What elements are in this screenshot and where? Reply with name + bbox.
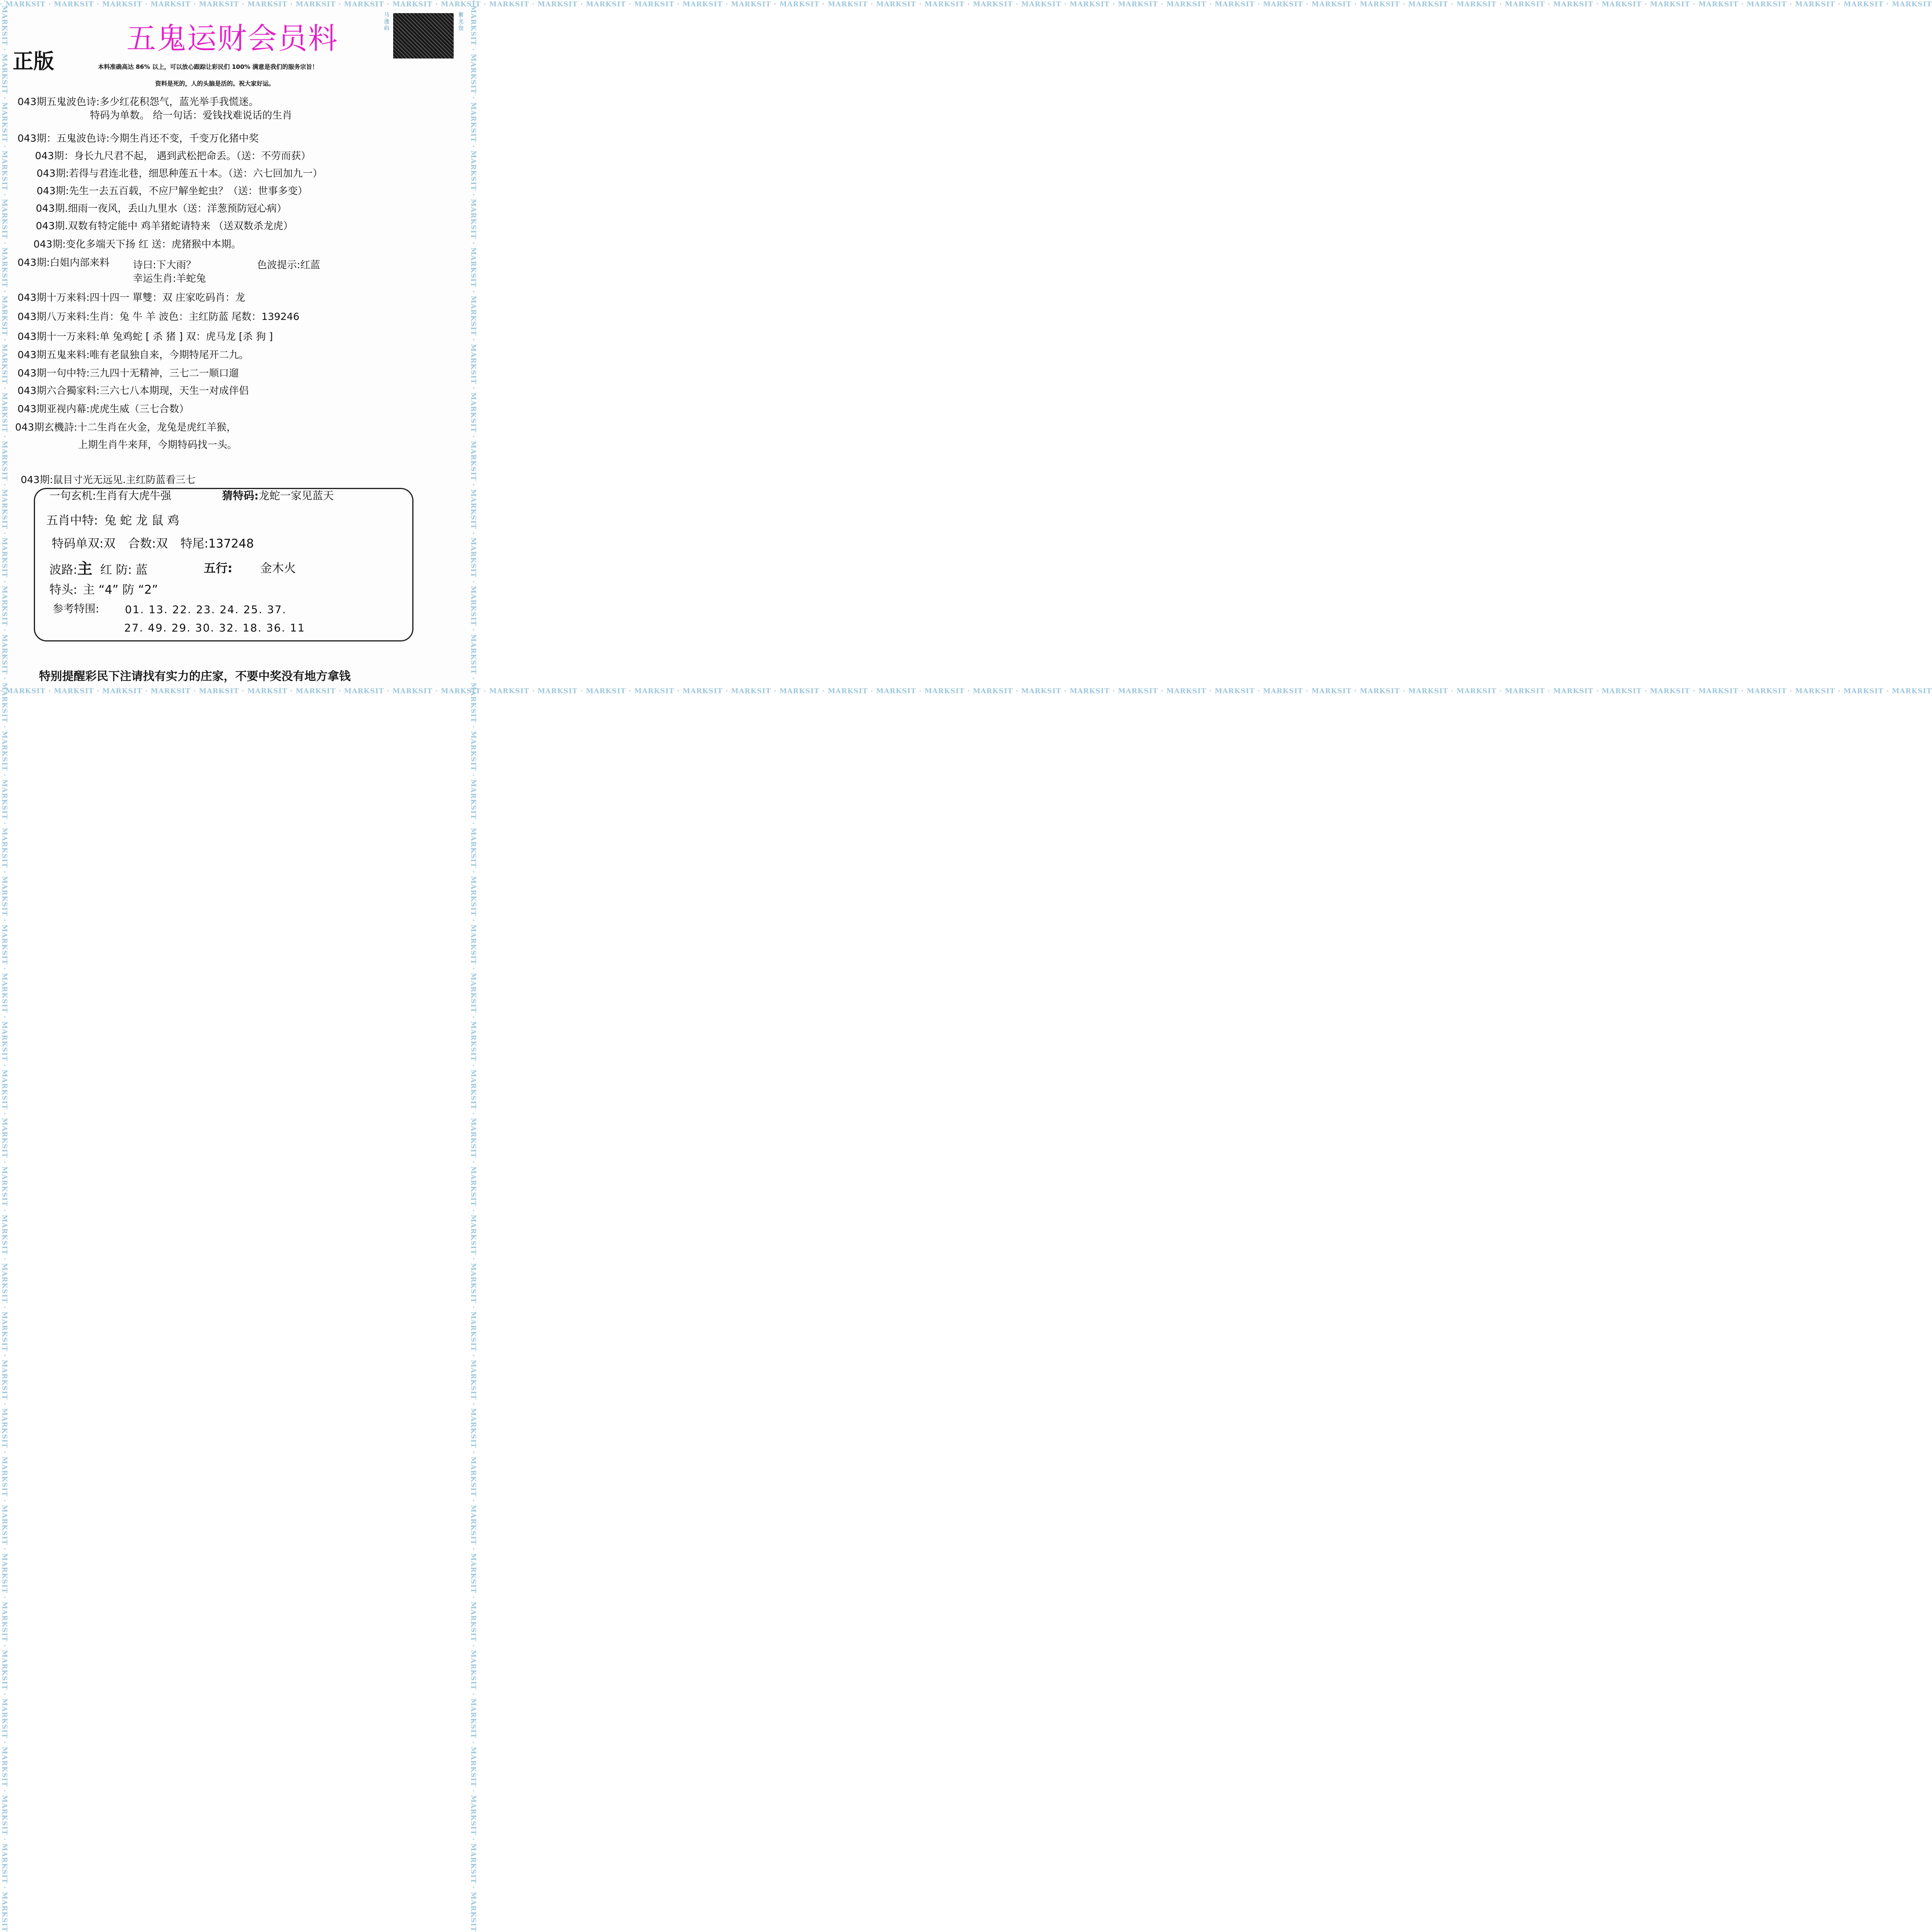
line-06 xyxy=(37,185,308,197)
line-label: 043期亚视内幕: xyxy=(18,403,90,415)
line-text: 多少红花积怨气，蓝光举手我慌迷。 xyxy=(99,96,259,107)
five-zodiac-text: 兔 蛇 龙 鼠 鸡 xyxy=(104,514,179,528)
head-label: 特头: xyxy=(49,583,78,597)
wave-label: 波路: xyxy=(49,563,78,577)
line-label: 诗曰: xyxy=(133,259,156,271)
page-title: 五鬼运财会员料 xyxy=(127,21,338,56)
line-text: 十二生肖在火金，龙兔是虎红羊猴， xyxy=(77,421,237,433)
qr-right-caption: 紫·光·馆 xyxy=(457,12,463,31)
reference-label-line xyxy=(53,602,99,616)
line-text: 特码为单数。 给一句话：爱钱找难说话的生肖 xyxy=(90,109,292,121)
line-18 xyxy=(18,367,239,380)
subtitle-accuracy: 本料准确高达 86% 以上，可以放心跟踪让彩民们 100% 满意是我们的服务宗旨！ xyxy=(98,63,318,70)
line-label: 色波提示: xyxy=(257,259,300,271)
line-16 xyxy=(18,330,273,343)
sum-value: 双 xyxy=(156,537,168,551)
line-19 xyxy=(18,384,249,397)
line-14 xyxy=(18,291,245,304)
line-label: 043期：五鬼波色诗: xyxy=(18,133,110,144)
wave-main: 主 xyxy=(77,560,93,577)
tail-label: 特尾: xyxy=(180,537,209,551)
line-text: 红蓝 xyxy=(300,259,320,271)
line-label: 043期五鬼波色诗: xyxy=(18,96,100,107)
line-text: 白姐内部来料 xyxy=(50,257,110,268)
line-label: 043期玄機詩: xyxy=(15,421,78,433)
line-text: 三六七八本期现，天生一对成伴侣 xyxy=(99,385,249,396)
line-label: 幸运生肖: xyxy=(133,273,176,284)
xuanji-label: 一句玄机: xyxy=(49,490,96,502)
line-label: 043期: xyxy=(37,185,69,197)
line-03 xyxy=(18,132,259,145)
line-label: 043期: xyxy=(37,168,69,179)
five-elements-text: 金木火 xyxy=(260,561,296,575)
watermark-left: · MARKSIT · MARKSIT · MARKSIT · MARKSIT · MARKSIT · MARKSIT · MARKSIT · MARKSIT · MARKSIT · MARKSIT · MARKSIT · MARKSIT · MARKSIT · MARKSIT · MARKSIT · MARKSIT · MARKSIT · MARKSIT · MARKSIT · MARKSIT · MARKSIT · MARKSIT · MARKSIT · MARKSIT · MARKSIT · MARKSIT · MARKSIT · MARKSIT · MARKSIT · MARKSIT · MARKSIT · MARKSIT · MARKSIT · MARKSIT · MARKSIT · MARKSIT · MARKSIT · MARKSIT · MARKSIT · MARKSIT xyxy=(0,0,8,1932)
line-10 xyxy=(18,256,109,269)
line-text: 羊蛇兔 xyxy=(176,273,206,284)
line-text: 今期生肖还不变，千变万化猪中奖 xyxy=(109,133,259,144)
line-label: 043期： xyxy=(35,150,74,162)
wave-line xyxy=(49,561,148,578)
line-text: 变化多端天下扬 红 送：虎猪猴中本期。 xyxy=(66,238,242,250)
line-08 xyxy=(36,220,293,232)
tail-value: 137248 xyxy=(208,537,254,551)
odd-even-label: 特码单双: xyxy=(52,537,104,551)
line-text: 先生一去五百载，不应尸解坐蛇虫？（送：世事多变） xyxy=(69,185,308,197)
line-text: 鼠目寸光无远见.主红防蓝看三七 xyxy=(53,474,196,485)
reference-numbers-2: 27. 49. 29. 30. 32. 18. 36. 11 xyxy=(124,622,306,634)
five-zodiac-line xyxy=(46,513,179,528)
line-15 xyxy=(18,310,299,323)
line-17 xyxy=(18,349,249,361)
subtitle-wishes: 资料是死的，人的头脑是活的。祝大家好运。 xyxy=(155,80,275,87)
odd-even-value: 双 xyxy=(103,537,116,551)
line-11 xyxy=(133,259,196,271)
xuanji-text: 生肖有大虎牛强 xyxy=(96,490,172,502)
line-04 xyxy=(35,150,311,162)
line-12 xyxy=(257,259,320,271)
qr-code-image xyxy=(393,13,454,58)
wave-text: 红 防: 蓝 xyxy=(100,563,148,577)
line-text: 身长九尺君不起， 遇到武松把命丢。（送：不劳而获） xyxy=(74,150,311,162)
guess-code-label: 猜特码: xyxy=(222,490,259,502)
line-label: 043期一句中特: xyxy=(18,367,90,379)
line-label: 043期八万来料: xyxy=(18,311,90,322)
line-label: 043期: xyxy=(18,257,50,268)
five-zodiac-label: 五肖中特: xyxy=(46,514,98,528)
line-text: 细雨一夜风，丢山九里水（送：洋葱预防冠心病） xyxy=(68,203,287,214)
five-elements-line xyxy=(204,561,296,576)
qr-left-caption: 马·透·码 xyxy=(383,12,389,31)
line-label: 043期六合獨家料: xyxy=(18,385,100,396)
line-07 xyxy=(36,202,287,215)
watermark-right: · MARKSIT · MARKSIT · MARKSIT · MARKSIT · MARKSIT · MARKSIT · MARKSIT · MARKSIT · MARKSIT · MARKSIT · MARKSIT · MARKSIT · MARKSIT · MARKSIT · MARKSIT · MARKSIT · MARKSIT · MARKSIT · MARKSIT · MARKSIT · MARKSIT · MARKSIT · MARKSIT · MARKSIT · MARKSIT · MARKSIT · MARKSIT · MARKSIT · MARKSIT · MARKSIT · MARKSIT · MARKSIT · MARKSIT · MARKSIT · MARKSIT · MARKSIT · MARKSIT · MARKSIT · MARKSIT · MARKSIT xyxy=(469,0,477,1932)
guess-code-line xyxy=(222,489,334,503)
line-22 xyxy=(78,439,237,451)
brand-badge: 正版 xyxy=(13,49,55,74)
line-text: 下大雨？ xyxy=(156,259,196,271)
line-label: 043期. xyxy=(36,203,68,214)
reference-label: 参考特围: xyxy=(53,603,99,615)
line-text: 单 兔鸡蛇 [ 杀 猪 ] 双：虎马龙 [杀 狗 ] xyxy=(99,331,273,342)
line-02 xyxy=(90,109,292,122)
line-text: 上期生肖牛来拜，今期特码找一头。 xyxy=(78,439,238,450)
line-text: 若得与君连北巷，细思种莲五十本。（送：六七回加九一） xyxy=(69,168,323,179)
line-label: 043期十一万来料: xyxy=(18,331,100,342)
guess-code-text: 龙蛇一家见蓝天 xyxy=(258,490,334,502)
sum-label: 合数: xyxy=(128,537,156,551)
line-label: 043期十万来料: xyxy=(18,292,90,303)
line-text: 虎虎生威（三七合数） xyxy=(90,403,189,415)
line-text: 三九四十无精神，三七二一顺口遛 xyxy=(90,367,239,379)
line-09 xyxy=(33,238,241,251)
head-line xyxy=(49,583,158,598)
line-text: 双数有特定能中 鸡羊猪蛇请特来 （送双数杀龙虎） xyxy=(68,220,293,232)
watermark-top: · MARKSIT · MARKSIT · MARKSIT · MARKSIT · MARKSIT · MARKSIT · MARKSIT · MARKSIT · MARKSIT · MARKSIT · MARKSIT · MARKSIT · MARKSIT · MARKSIT · MARKSIT · MARKSIT · MARKSIT · MARKSIT · MARKSIT · MARKSIT · MARKSIT · MARKSIT · MARKSIT · MARKSIT · MARKSIT · MARKSIT · MARKSIT · MARKSIT · MARKSIT · MARKSIT · MARKSIT · MARKSIT · MARKSIT · MARKSIT · MARKSIT · MARKSIT · MARKSIT · MARKSIT · MARKSIT · MARKSIT xyxy=(0,0,1932,8)
five-elements-label: 五行: xyxy=(204,561,232,575)
line-23 xyxy=(21,474,195,486)
line-20 xyxy=(18,403,189,415)
footer-notice: 特别提醒彩民下注请找有实力的庄家，不要中奖没有地方拿钱 xyxy=(39,669,351,683)
line-label: 043期. xyxy=(36,220,68,232)
line-21 xyxy=(15,421,236,434)
xuanji-line xyxy=(49,489,171,503)
odd-even-line xyxy=(52,536,254,552)
line-label: 043期: xyxy=(33,238,66,250)
line-13 xyxy=(133,272,206,285)
line-label: 043期五鬼来料: xyxy=(18,349,90,361)
line-01 xyxy=(18,96,259,108)
watermark-bottom: · MARKSIT · MARKSIT · MARKSIT · MARKSIT · MARKSIT · MARKSIT · MARKSIT · MARKSIT · MARKSIT · MARKSIT · MARKSIT · MARKSIT · MARKSIT · MARKSIT · MARKSIT · MARKSIT · MARKSIT · MARKSIT · MARKSIT · MARKSIT · MARKSIT · MARKSIT · MARKSIT · MARKSIT · MARKSIT · MARKSIT · MARKSIT · MARKSIT · MARKSIT · MARKSIT · MARKSIT · MARKSIT · MARKSIT · MARKSIT · MARKSIT · MARKSIT · MARKSIT · MARKSIT · MARKSIT · MARKSIT xyxy=(0,687,1932,695)
line-label: 043期: xyxy=(21,474,53,485)
reference-numbers-1: 01. 13. 22. 23. 24. 25. 37. xyxy=(125,604,287,616)
line-text: 生肖：兔 牛 羊 波色：主红防蓝 尾数：139246 xyxy=(90,311,300,322)
line-05 xyxy=(37,167,323,180)
line-text: 唯有老鼠独自来，今期特尾开二九。 xyxy=(90,349,249,361)
head-text: 主 “4” 防 “2” xyxy=(83,583,158,597)
line-text: 四十四一 單雙：双 庄家吃码肖：龙 xyxy=(90,292,246,303)
